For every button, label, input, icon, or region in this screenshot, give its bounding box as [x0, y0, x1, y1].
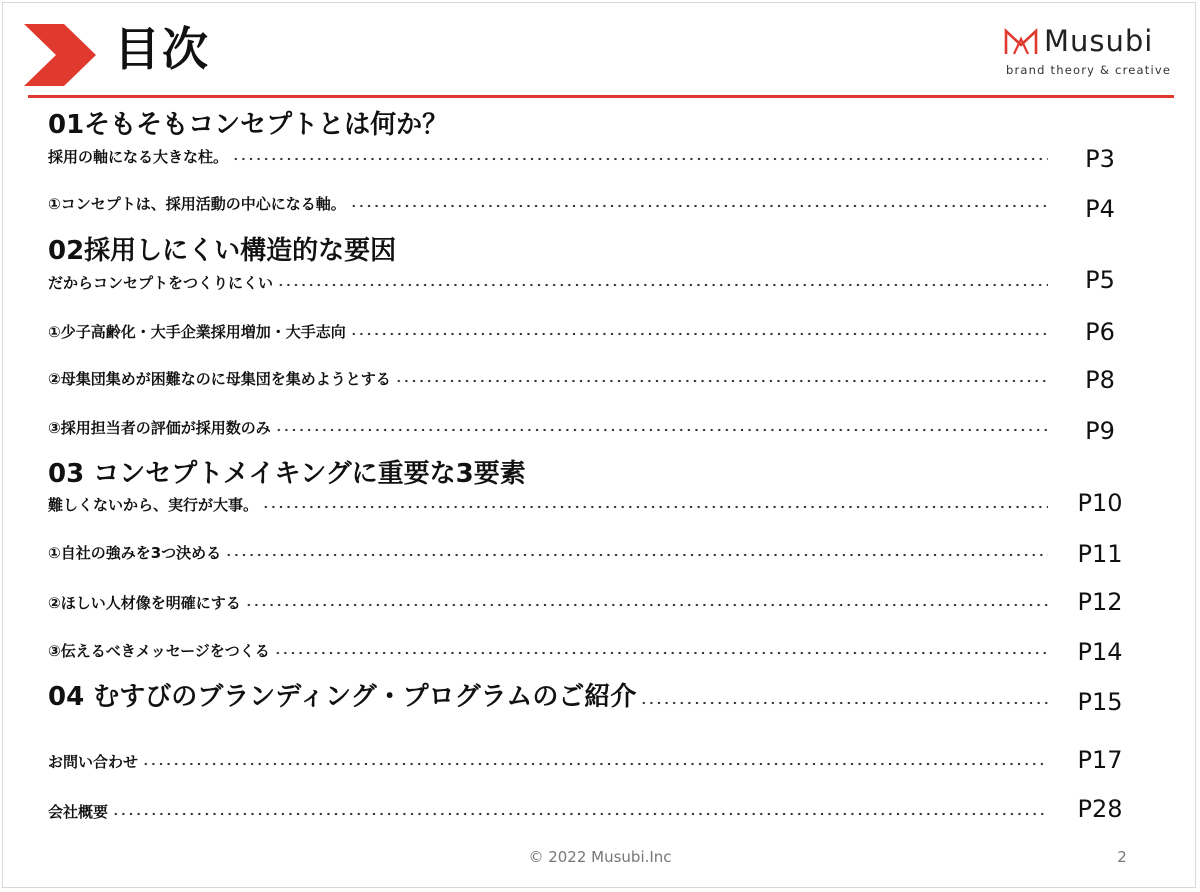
dot-leader — [142, 762, 1048, 766]
toc-page-number: P15 — [1077, 688, 1123, 716]
dot-leader — [225, 553, 1048, 557]
toc-entry-label: 難しくないから、実行が大事。 — [48, 496, 259, 514]
section-title-03: 03 コンセプトメイキングに重要な3要素 — [48, 459, 526, 489]
toc-entry[interactable] — [48, 362, 1048, 388]
toc-entry[interactable] — [48, 140, 1048, 166]
section-title-01: 01そもそもコンセプトとは何か？ — [48, 110, 449, 140]
toc-entry-label: ①コンセプトは、採用活動の中心になる軸。 — [48, 195, 346, 213]
toc-page-number: P6 — [1085, 318, 1115, 346]
toc-page-number: P12 — [1077, 588, 1123, 616]
toc-entry[interactable] — [48, 411, 1048, 437]
toc-entry[interactable] — [48, 315, 1048, 341]
dot-leader — [112, 812, 1048, 816]
toc-page-number: P17 — [1077, 746, 1123, 774]
toc-page-number: P3 — [1085, 145, 1115, 173]
toc-entry-label: ②ほしい人材像を明確にする — [48, 594, 241, 612]
toc-entry-label: ①少子高齢化・大手企業採用増加・大手志向 — [48, 323, 346, 341]
dot-leader — [277, 283, 1048, 287]
toc-page-number: P28 — [1077, 795, 1123, 823]
dot-leader — [274, 651, 1048, 655]
logo-tagline: brand theory & creative — [1006, 63, 1172, 77]
toc-entry-label: お問い合わせ — [48, 753, 139, 771]
toc-entry-contact[interactable] — [48, 745, 1048, 771]
toc-entry-section-04[interactable] — [48, 684, 1048, 710]
toc-entry-label: 会社概要 — [48, 803, 109, 821]
toc-entry[interactable] — [48, 536, 1048, 562]
toc-entry-label: ①自社の強みを3つ決める — [48, 544, 222, 562]
dot-leader — [395, 379, 1048, 383]
section-title-04: 04 むすびのブランディング・プログラムのご紹介 — [48, 682, 637, 712]
toc-entry-label: ③採用担当者の評価が採用数のみ — [48, 419, 271, 437]
toc-page-number: P4 — [1085, 195, 1115, 223]
toc-entry-label: ②母集団集めが困難なのに母集団を集めようとする — [48, 370, 391, 388]
toc-entry[interactable] — [48, 266, 1048, 292]
toc-page-number: P5 — [1085, 266, 1115, 294]
toc-entry-label: ③伝えるべきメッセージをつくる — [48, 642, 270, 660]
toc-page-number: P9 — [1085, 417, 1115, 445]
logo-name: Musubi — [1044, 24, 1154, 58]
dot-leader — [640, 701, 1048, 705]
dot-leader — [350, 204, 1048, 208]
section-title-02: 02採用しにくい構造的な要因 — [48, 236, 397, 266]
toc-entry-company[interactable] — [48, 795, 1048, 821]
dot-leader — [275, 428, 1048, 432]
page-title: 目次 — [114, 22, 210, 76]
slide-page-number: 2 — [1117, 848, 1127, 866]
dot-leader — [350, 332, 1048, 336]
toc-entry[interactable] — [48, 586, 1048, 612]
toc-page-number: P14 — [1077, 638, 1123, 666]
dot-leader — [245, 603, 1048, 607]
dot-leader — [232, 157, 1048, 161]
toc-entry-label: 採用の軸になる大きな柱。 — [48, 148, 229, 166]
toc-page-number: P11 — [1077, 540, 1123, 568]
toc-entry[interactable] — [48, 187, 1048, 213]
toc-entry[interactable] — [48, 488, 1048, 514]
dot-leader — [262, 505, 1048, 509]
footer-copyright: © 2022 Musubi.Inc — [528, 848, 672, 866]
toc-page-number: P10 — [1077, 489, 1123, 517]
toc-page-number: P8 — [1085, 366, 1115, 394]
toc-entry-label: だからコンセプトをつくりにくい — [48, 274, 274, 292]
toc-entry[interactable] — [48, 634, 1048, 660]
